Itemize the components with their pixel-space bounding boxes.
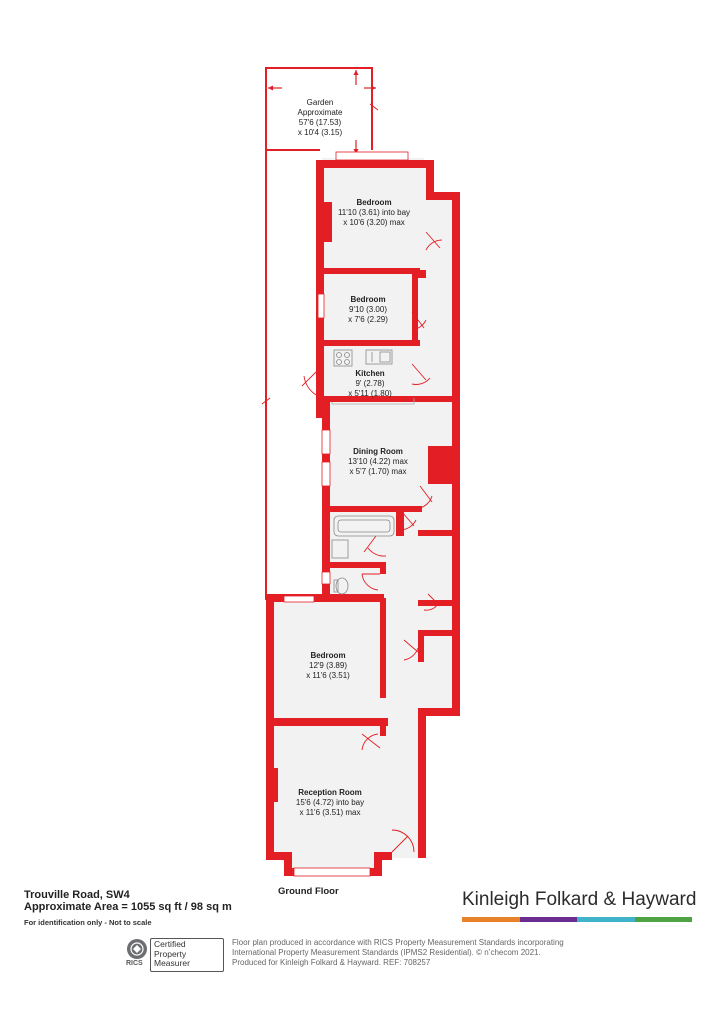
dining-room-label: Dining Room [353, 447, 403, 456]
bedroom-front-label: Bedroom [310, 651, 346, 660]
rics-line-2: Property [154, 948, 187, 959]
bedroom-rear-dimensions-2: x 10'6 (3.20) max [343, 218, 405, 227]
kitchen-dimensions: 9' (2.78) [355, 379, 385, 388]
floor-label: Ground Floor [278, 886, 339, 897]
scale-disclaimer: For identification only - Not to scale [24, 918, 152, 927]
rics-line-1: Certified [154, 939, 186, 949]
reception-room-label: Reception Room [298, 788, 362, 797]
brand-stripes [462, 917, 692, 922]
garden-dimensions: 57'6 (17.53) [298, 118, 342, 127]
reception-room-dimensions: 15'6 (4.72) into bay [295, 798, 365, 807]
fine-print-line-3: Produced for Kinleigh Folkard & Hayward. REF: 708257 [232, 958, 431, 967]
rics-badge [124, 938, 224, 972]
garden-label: Garden [306, 98, 334, 107]
rics-certified-text [154, 940, 190, 969]
interior-floor [268, 158, 456, 876]
brand-stripe-orange [462, 917, 520, 922]
garden-label-2: Approximate [297, 108, 343, 117]
rics-badge-label: RICS [126, 960, 143, 967]
bedroom-rear-label: Bedroom [356, 198, 392, 207]
bedroom-rear-dimensions: 11'10 (3.61) into bay [337, 208, 411, 217]
reception-room-dimensions-2: x 11'6 (3.51) max [299, 808, 361, 817]
bedroom-middle-label: Bedroom [350, 295, 386, 304]
fine-print-line-1: Floor plan produced in accordance with RICS Property Measurement Standards incorporating [232, 938, 564, 947]
fine-print-line-2: International Property Measurement Standards (IPMS2 Residential). © n’checom 2021. [232, 948, 541, 957]
rics-emblem-icon [124, 938, 150, 962]
brand-stripe-purple [520, 917, 578, 922]
property-address: Trouville Road, SW4 [24, 889, 130, 901]
kitchen-dimensions-2: x 5'11 (1.80) [348, 389, 392, 398]
rics-line-3: Measurer [154, 958, 190, 968]
dining-room-dimensions-2: x 5'7 (1.70) max [349, 467, 407, 476]
bedroom-middle-dimensions-2: x 7'6 (2.29) [348, 315, 388, 324]
brand-stripe-teal [577, 917, 635, 922]
property-area: Approximate Area = 1055 sq ft / 98 sq m [24, 901, 232, 913]
garden-dimensions-2: x 10'4 (3.15) [297, 128, 343, 137]
brand-stripe-green [635, 917, 693, 922]
bedroom-middle-dimensions: 9'10 (3.00) [349, 305, 387, 314]
bedroom-front-dimensions-2: x 11'6 (3.51) [306, 671, 350, 680]
bedroom-front-dimensions: 12'9 (3.89) [309, 661, 347, 670]
kitchen-label: Kitchen [355, 369, 385, 378]
dining-room-dimensions: 13'10 (4.22) max [348, 457, 408, 466]
fine-print [232, 938, 612, 968]
brand-logo-text: Kinleigh Folkard & Hayward [462, 889, 697, 910]
